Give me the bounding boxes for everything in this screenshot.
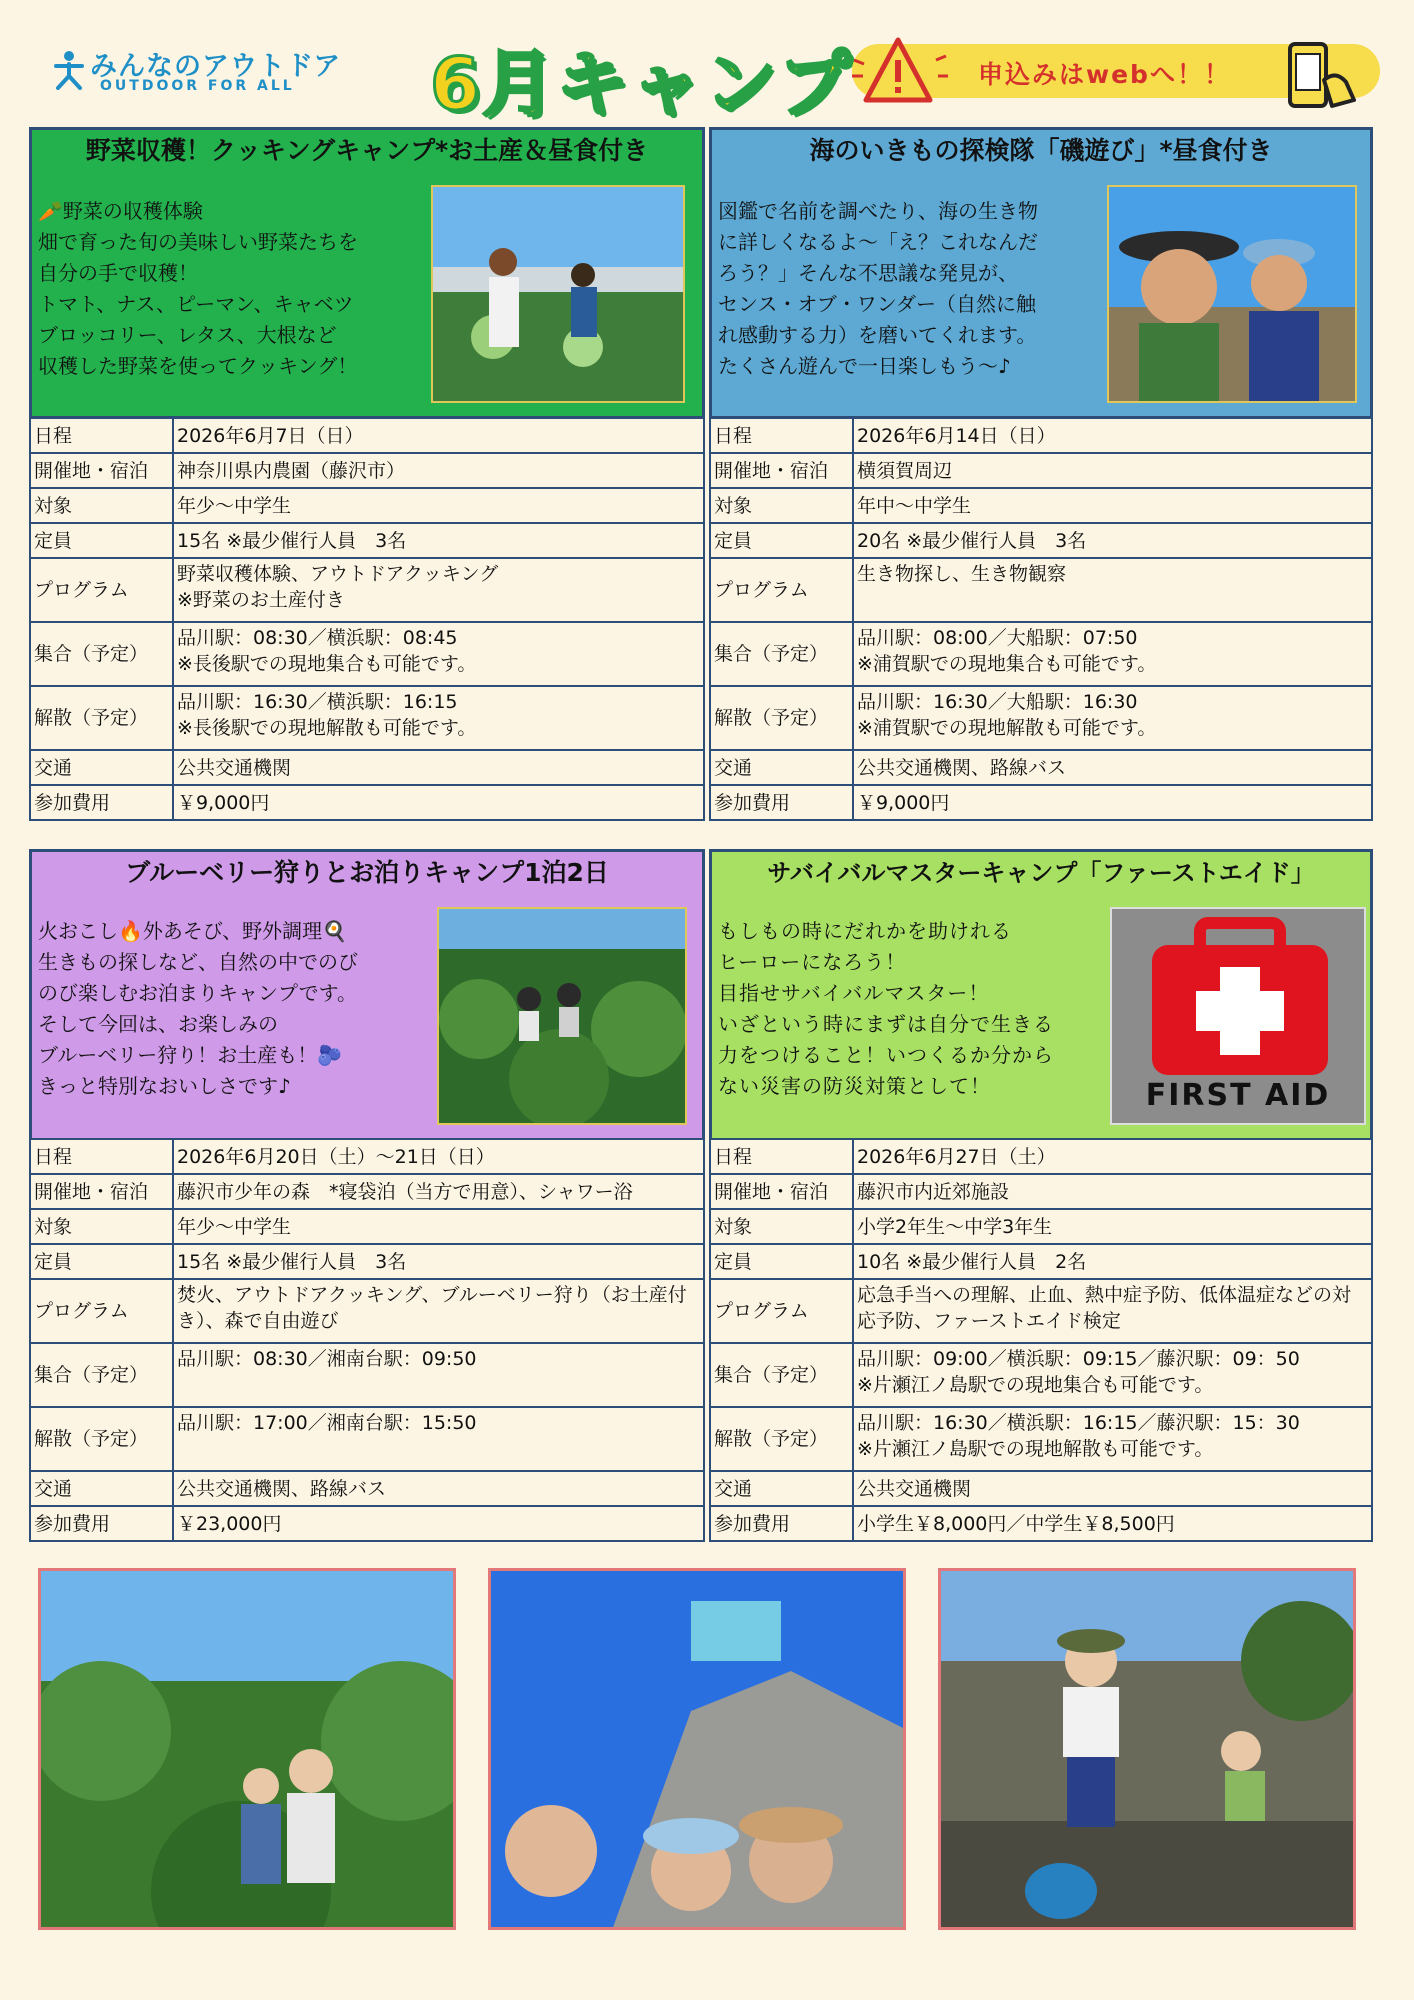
table-row (710, 1279, 1372, 1343)
info-label: 集合（予定） (710, 622, 853, 686)
info-label: 対象 (710, 1209, 853, 1244)
info-value: 小学生￥8,000円／中学生￥8,500円 (853, 1506, 1372, 1541)
info-value: 焚火、アウトドアクッキング、ブルーベリー狩り（お土産付き）、森で自由遊び (173, 1279, 704, 1343)
table-row (710, 750, 1372, 785)
info-value: 公共交通機関、路線バス (853, 750, 1372, 785)
info-label: 集合（予定） (30, 1343, 173, 1407)
camp-info-table-first-aid (709, 1138, 1373, 1542)
info-value: 2026年6月7日（日） (173, 418, 704, 453)
table-row (30, 1407, 704, 1471)
camp-info-table-vegetable (29, 417, 705, 821)
info-value: 公共交通機関、路線バス (173, 1471, 704, 1506)
camp-panel-first-aid (709, 849, 1373, 1141)
info-label: 交通 (710, 1471, 853, 1506)
table-row (710, 488, 1372, 523)
info-label: プログラム (710, 558, 853, 622)
info-value: 品川駅：17:00／湘南台駅：15:50 (173, 1407, 704, 1471)
info-label: 日程 (710, 1139, 853, 1174)
info-label: 日程 (30, 418, 173, 453)
table-row (30, 558, 704, 622)
info-label: 解散（予定） (710, 1407, 853, 1471)
table-row (30, 418, 704, 453)
camp-panel-vegetable (29, 127, 705, 419)
info-label: 定員 (710, 523, 853, 558)
info-value: 年少～中学生 (173, 1209, 704, 1244)
info-label: 参加費用 (30, 785, 173, 820)
table-row (30, 523, 704, 558)
table-row (30, 1471, 704, 1506)
info-value: 品川駅：16:30／横浜駅：16:15 ※長後駅での現地解散も可能です。 (173, 686, 704, 750)
info-label: 開催地・宿泊 (710, 1174, 853, 1209)
info-value: 品川駅：08:30／湘南台駅：09:50 (173, 1343, 704, 1407)
info-label: プログラム (710, 1279, 853, 1343)
info-value: 品川駅：08:30／横浜駅：08:45 ※長後駅での現地集合も可能です。 (173, 622, 704, 686)
camp-photo-vegetable (431, 185, 685, 403)
table-row (710, 622, 1372, 686)
table-row (710, 523, 1372, 558)
info-label: 対象 (710, 488, 853, 523)
table-row (30, 1506, 704, 1541)
info-label: 解散（予定） (30, 686, 173, 750)
warning-icon (850, 30, 950, 110)
info-label: 対象 (30, 488, 173, 523)
info-label: 日程 (710, 418, 853, 453)
camp-description: 🥕野菜の収穫体験 畑で育った旬の美味しい野菜たちを 自分の手で収穫！ トマト、ナス、ピーマン、キャベツ ブロッコリー、レタス、大根など 収穫した野菜を使ってクッキング！ (38, 199, 358, 378)
table-row (30, 1174, 704, 1209)
camp-panel-blueberry (29, 849, 705, 1141)
camp-title: 野菜収穫！クッキングキャンプ*お土産＆昼食付き (85, 136, 649, 165)
info-value: 生き物探し、生き物観察 (853, 558, 1372, 622)
camp-title: ブルーベリー狩りとお泊りキャンプ1泊2日 (125, 858, 609, 887)
info-value: 10名 ※最少催行人員 2名 (853, 1244, 1372, 1279)
info-label: プログラム (30, 558, 173, 622)
table-row (710, 453, 1372, 488)
info-label: 日程 (30, 1139, 173, 1174)
camp-photo-sea (1107, 185, 1357, 403)
table-row (30, 453, 704, 488)
info-label: プログラム (30, 1279, 173, 1343)
table-row (30, 622, 704, 686)
photo-blueberry-picking (38, 1568, 456, 1930)
first-aid-kit-image (1110, 907, 1366, 1125)
info-value: ￥9,000円 (173, 785, 704, 820)
table-row (30, 1343, 704, 1407)
table-row (710, 1343, 1372, 1407)
camp-info-table-sea (709, 417, 1373, 821)
table-row (30, 488, 704, 523)
info-label: 集合（予定） (30, 622, 173, 686)
info-value: 20名 ※最少催行人員 3名 (853, 523, 1372, 558)
table-row (710, 1139, 1372, 1174)
info-value: 小学2年生～中学3年生 (853, 1209, 1372, 1244)
table-row (710, 1506, 1372, 1541)
first-aid-label: FIRST AID (1145, 1078, 1331, 1113)
info-value: 品川駅：09:00／横浜駅：09:15／藤沢駅：09：50 ※片瀬江ノ島駅での現地集合も可能です。 (853, 1343, 1372, 1407)
page-title: 6月キャンプ (430, 42, 853, 126)
info-label: 開催地・宿泊 (30, 453, 173, 488)
info-label: 交通 (710, 750, 853, 785)
info-value: 15名 ※最少催行人員 3名 (173, 523, 704, 558)
info-label: 集合（予定） (710, 1343, 853, 1407)
info-value: 年中～中学生 (853, 488, 1372, 523)
info-value: 品川駅：16:30／横浜駅：16:15／藤沢駅：15：30 ※片瀬江ノ島駅での現地解散も可能です。 (853, 1407, 1372, 1471)
info-value: 2026年6月14日（日） (853, 418, 1372, 453)
info-label: 定員 (30, 1244, 173, 1279)
apply-text: 申込みはwebへ！！ (978, 60, 1231, 89)
info-value: 年少～中学生 (173, 488, 704, 523)
info-value: 神奈川県内農園（藤沢市） (173, 453, 704, 488)
info-label: 参加費用 (710, 785, 853, 820)
camp-title: サバイバルマスターキャンプ「ファーストエイド」 (767, 859, 1315, 887)
camp-title: 海のいきもの探検隊「磯遊び」*昼食付き (809, 136, 1273, 165)
table-row (710, 1174, 1372, 1209)
table-row (710, 686, 1372, 750)
info-value: 公共交通機関 (853, 1471, 1372, 1506)
logo-icon (52, 50, 86, 90)
info-value: 品川駅：16:30／大船駅：16:30 ※浦賀駅での現地解散も可能です。 (853, 686, 1372, 750)
info-value: 野菜収穫体験、アウトドアクッキング ※野菜のお土産付き (173, 558, 704, 622)
table-row (710, 785, 1372, 820)
info-label: 交通 (30, 1471, 173, 1506)
info-label: 交通 (30, 750, 173, 785)
table-row (710, 558, 1372, 622)
table-row (710, 1209, 1372, 1244)
table-row (30, 686, 704, 750)
table-row (710, 418, 1372, 453)
info-label: 参加費用 (710, 1506, 853, 1541)
table-row (710, 1244, 1372, 1279)
camp-description: 図鑑で名前を調べたり、海の生き物 に詳しくなるよ～「え？これなんだ ろう？」そんな不思議な発見が、 センス・オブ・ワンダー（自然に触 れ感動する力）を磨いてくれます。 たくさん遊んで一日楽しもう～♪ (718, 199, 1038, 378)
info-value: 藤沢市少年の森 *寝袋泊（当方で用意）、シャワー浴 (173, 1174, 704, 1209)
table-row (30, 1209, 704, 1244)
info-value: 藤沢市内近郊施設 (853, 1174, 1372, 1209)
info-value: ￥23,000円 (173, 1506, 704, 1541)
camp-description: もしもの時にだれかを助けれる ヒーローになろう！ 目指せサバイバルマスター！ いざという時にまずは自分で生きる 力をつけること！いつくるか分から ない災害の防災対策として！ (718, 919, 1054, 1098)
photo-tidepool-observation (488, 1568, 906, 1930)
info-value: 15名 ※最少催行人員 3名 (173, 1244, 704, 1279)
info-value: 横須賀周辺 (853, 453, 1372, 488)
info-label: 開催地・宿泊 (30, 1174, 173, 1209)
info-value: 応急手当への理解、止血、熱中症予防、低体温症などの対応予防、ファーストエイド検定 (853, 1279, 1372, 1343)
info-label: 解散（予定） (30, 1407, 173, 1471)
table-row (30, 750, 704, 785)
info-value: 2026年6月27日（土） (853, 1139, 1372, 1174)
camp-info-table-blueberry (29, 1138, 705, 1542)
info-label: 定員 (30, 523, 173, 558)
smartphone-icon (1280, 40, 1360, 110)
info-value: 公共交通機関 (173, 750, 704, 785)
info-value: 2026年6月20日（土）～21日（日） (173, 1139, 704, 1174)
info-label: 解散（予定） (710, 686, 853, 750)
info-label: 定員 (710, 1244, 853, 1279)
table-row (710, 1407, 1372, 1471)
camp-panel-sea (709, 127, 1373, 419)
logo-subtext: OUTDOOR FOR ALL (100, 78, 295, 94)
table-row (30, 785, 704, 820)
info-label: 開催地・宿泊 (710, 453, 853, 488)
table-row (30, 1244, 704, 1279)
logo-text: みんなのアウトドア (90, 51, 342, 82)
camp-photo-blueberry (437, 907, 687, 1125)
camp-description: 火おこし🔥外あそび、野外調理🍳 生きもの探しなど、自然の中でのび のび楽しむお泊まりキャンプです。 そして今回は、お楽しみの ブルーベリー狩り！お土産も！🫐 きっと特別なおいしさです♪ (38, 919, 358, 1098)
table-row (710, 1471, 1372, 1506)
table-row (30, 1139, 704, 1174)
info-value: ￥9,000円 (853, 785, 1372, 820)
photo-beach-net (938, 1568, 1356, 1930)
info-label: 参加費用 (30, 1506, 173, 1541)
info-value: 品川駅：08:00／大船駅：07:50 ※浦賀駅での現地集合も可能です。 (853, 622, 1372, 686)
info-label: 対象 (30, 1209, 173, 1244)
table-row (30, 1279, 704, 1343)
